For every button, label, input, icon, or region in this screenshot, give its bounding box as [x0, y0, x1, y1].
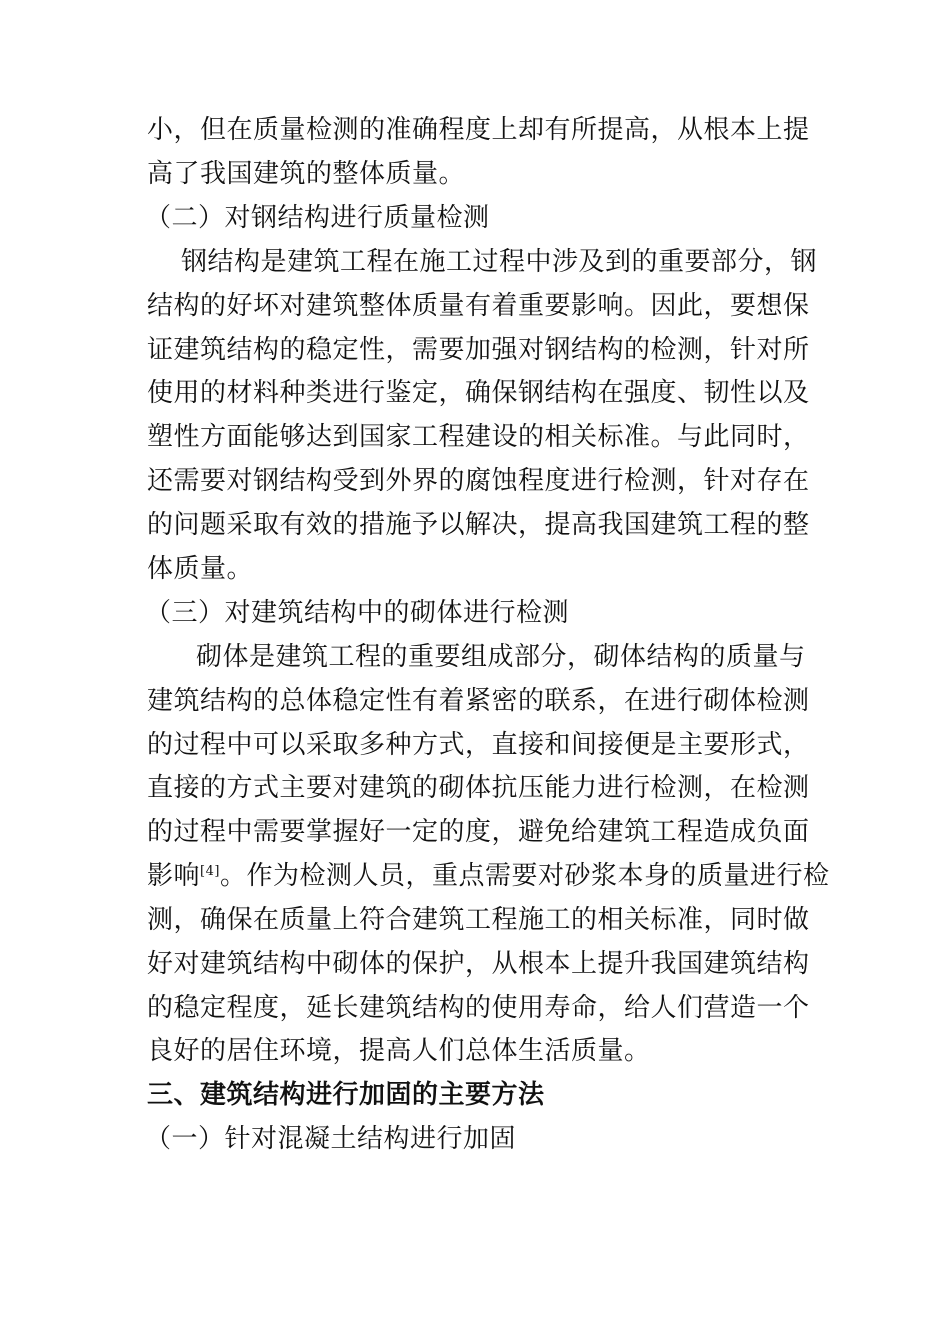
paragraph-line: 测，确保在质量上符合建筑工程施工的相关标准，同时做	[147, 905, 810, 935]
paragraph-line: 直接的方式主要对建筑的砌体抗压能力进行检测，在检测	[147, 773, 810, 803]
paragraph-line: 体质量。	[147, 554, 254, 584]
paragraph-line: 小，但在质量检测的准确程度上却有所提高，从根本上提	[147, 115, 810, 145]
paragraph-line: 良好的居住环境，提高人们总体生活质量。	[147, 1036, 651, 1066]
paragraph-line: 使用的材料种类进行鉴定，确保钢结构在强度、韧性以及	[147, 378, 810, 408]
paragraph-line: 塑性方面能够达到国家工程建设的相关标准。与此同时，	[147, 422, 810, 452]
paragraph-line: 的问题采取有效的措施予以解决，提高我国建筑工程的整	[147, 510, 810, 540]
paragraph-text: 。作为检测人员，重点需要对砂浆本身的质量进行检	[219, 861, 830, 891]
paragraph-line: 高了我国建筑的整体质量。	[147, 159, 466, 189]
paragraph-line: 砌体是建筑工程的重要组成部分，砌体结构的质量与	[196, 642, 806, 672]
paragraph-line: 好对建筑结构中砌体的保护，从根本上提升我国建筑结构	[147, 949, 810, 979]
paragraph-line: 的过程中需要掌握好一定的度，避免给建筑工程造成负面	[147, 817, 810, 847]
chapter-heading-reinforcement: 三、建筑结构进行加固的主要方法	[147, 1080, 545, 1110]
section-heading-masonry: （三）对建筑结构中的砌体进行检测	[145, 598, 570, 628]
section-heading-steel: （二）对钢结构进行质量检测	[145, 203, 490, 233]
citation-anchor-text: 影响	[147, 861, 201, 891]
paragraph-line: 钢结构是建筑工程在施工过程中涉及到的重要部分，钢	[181, 247, 818, 277]
citation-reference[interactable]: [4]	[200, 864, 220, 879]
paragraph-line: 证建筑结构的稳定性，需要加强对钢结构的检测，针对所	[147, 335, 810, 365]
paragraph-line: 的过程中可以采取多种方式，直接和间接便是主要形式，	[147, 730, 810, 760]
paragraph-line: 的稳定程度，延长建筑结构的使用寿命，给人们营造一个	[147, 993, 810, 1023]
paragraph-line	[147, 859, 829, 893]
paragraph-line: 建筑结构的总体稳定性有着紧密的联系，在进行砌体检测	[147, 686, 810, 716]
paragraph-line: 还需要对钢结构受到外界的腐蚀程度进行检测，针对存在	[147, 466, 810, 496]
section-heading-concrete: （一）针对混凝土结构进行加固	[145, 1124, 517, 1154]
paragraph-line: 结构的好坏对建筑整体质量有着重要影响。因此，要想保	[147, 291, 810, 321]
